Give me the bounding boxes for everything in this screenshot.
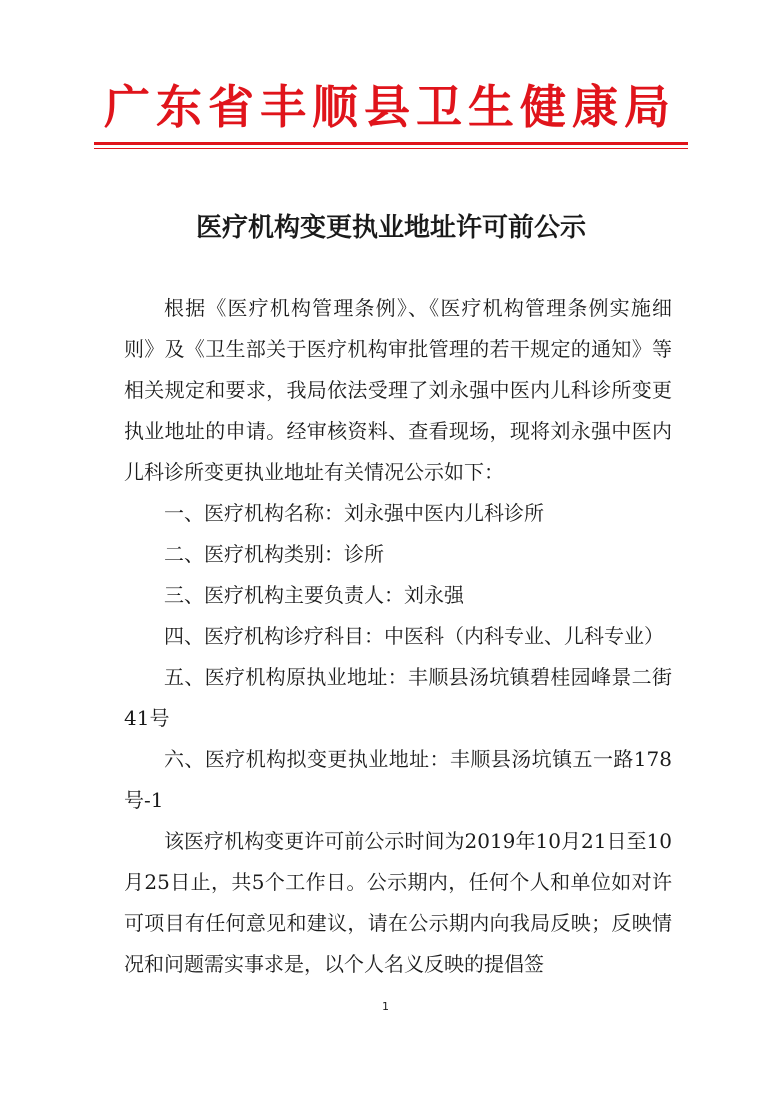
document-body [124, 288, 672, 985]
item-departments: 四、医疗机构诊疗科目：中医科（内科专业、儿科专业） [164, 624, 664, 648]
document-title: 医疗机构变更执业地址许可前公示 [195, 213, 586, 243]
item-new-address: 六、医疗机构拟变更执业地址：丰顺县汤坑镇五一路178号-1 [124, 747, 672, 812]
header-rule-thick [94, 142, 688, 145]
item-name: 一、医疗机构名称：刘永强中医内儿科诊所 [164, 501, 544, 525]
org-header: 广东省丰顺县卫生健康局 [104, 80, 676, 134]
closing-paragraph: 该医疗机构变更许可前公示时间为2019年10月21日至10月25日止，共5个工作日。公示期内，任何个人和单位如对许可项目有任何意见和建议，请在公示期内向我局反映；反映情况和问题需实事求是，以个人名义反映的提倡签 [124, 829, 672, 976]
intro-paragraph: 根据《医疗机构管理条例》、《医疗机构管理条例实施细则》及《卫生部关于医疗机构审批管理的若干规定的通知》等相关规定和要求，我局依法受理了刘永强中医内儿科诊所变更执业地址的申请。经审核资料、查看现场，现将刘永强中医内儿科诊所变更执业地址有关情况公示如下： [124, 296, 672, 484]
item-category: 二、医疗机构类别：诊所 [164, 542, 384, 566]
header-rule-thin [94, 148, 688, 149]
page-number: 1 [382, 1000, 389, 1013]
item-principal: 三、医疗机构主要负责人：刘永强 [164, 583, 464, 607]
item-original-address: 五、医疗机构原执业地址：丰顺县汤坑镇碧桂园峰景二街41号 [124, 665, 672, 730]
